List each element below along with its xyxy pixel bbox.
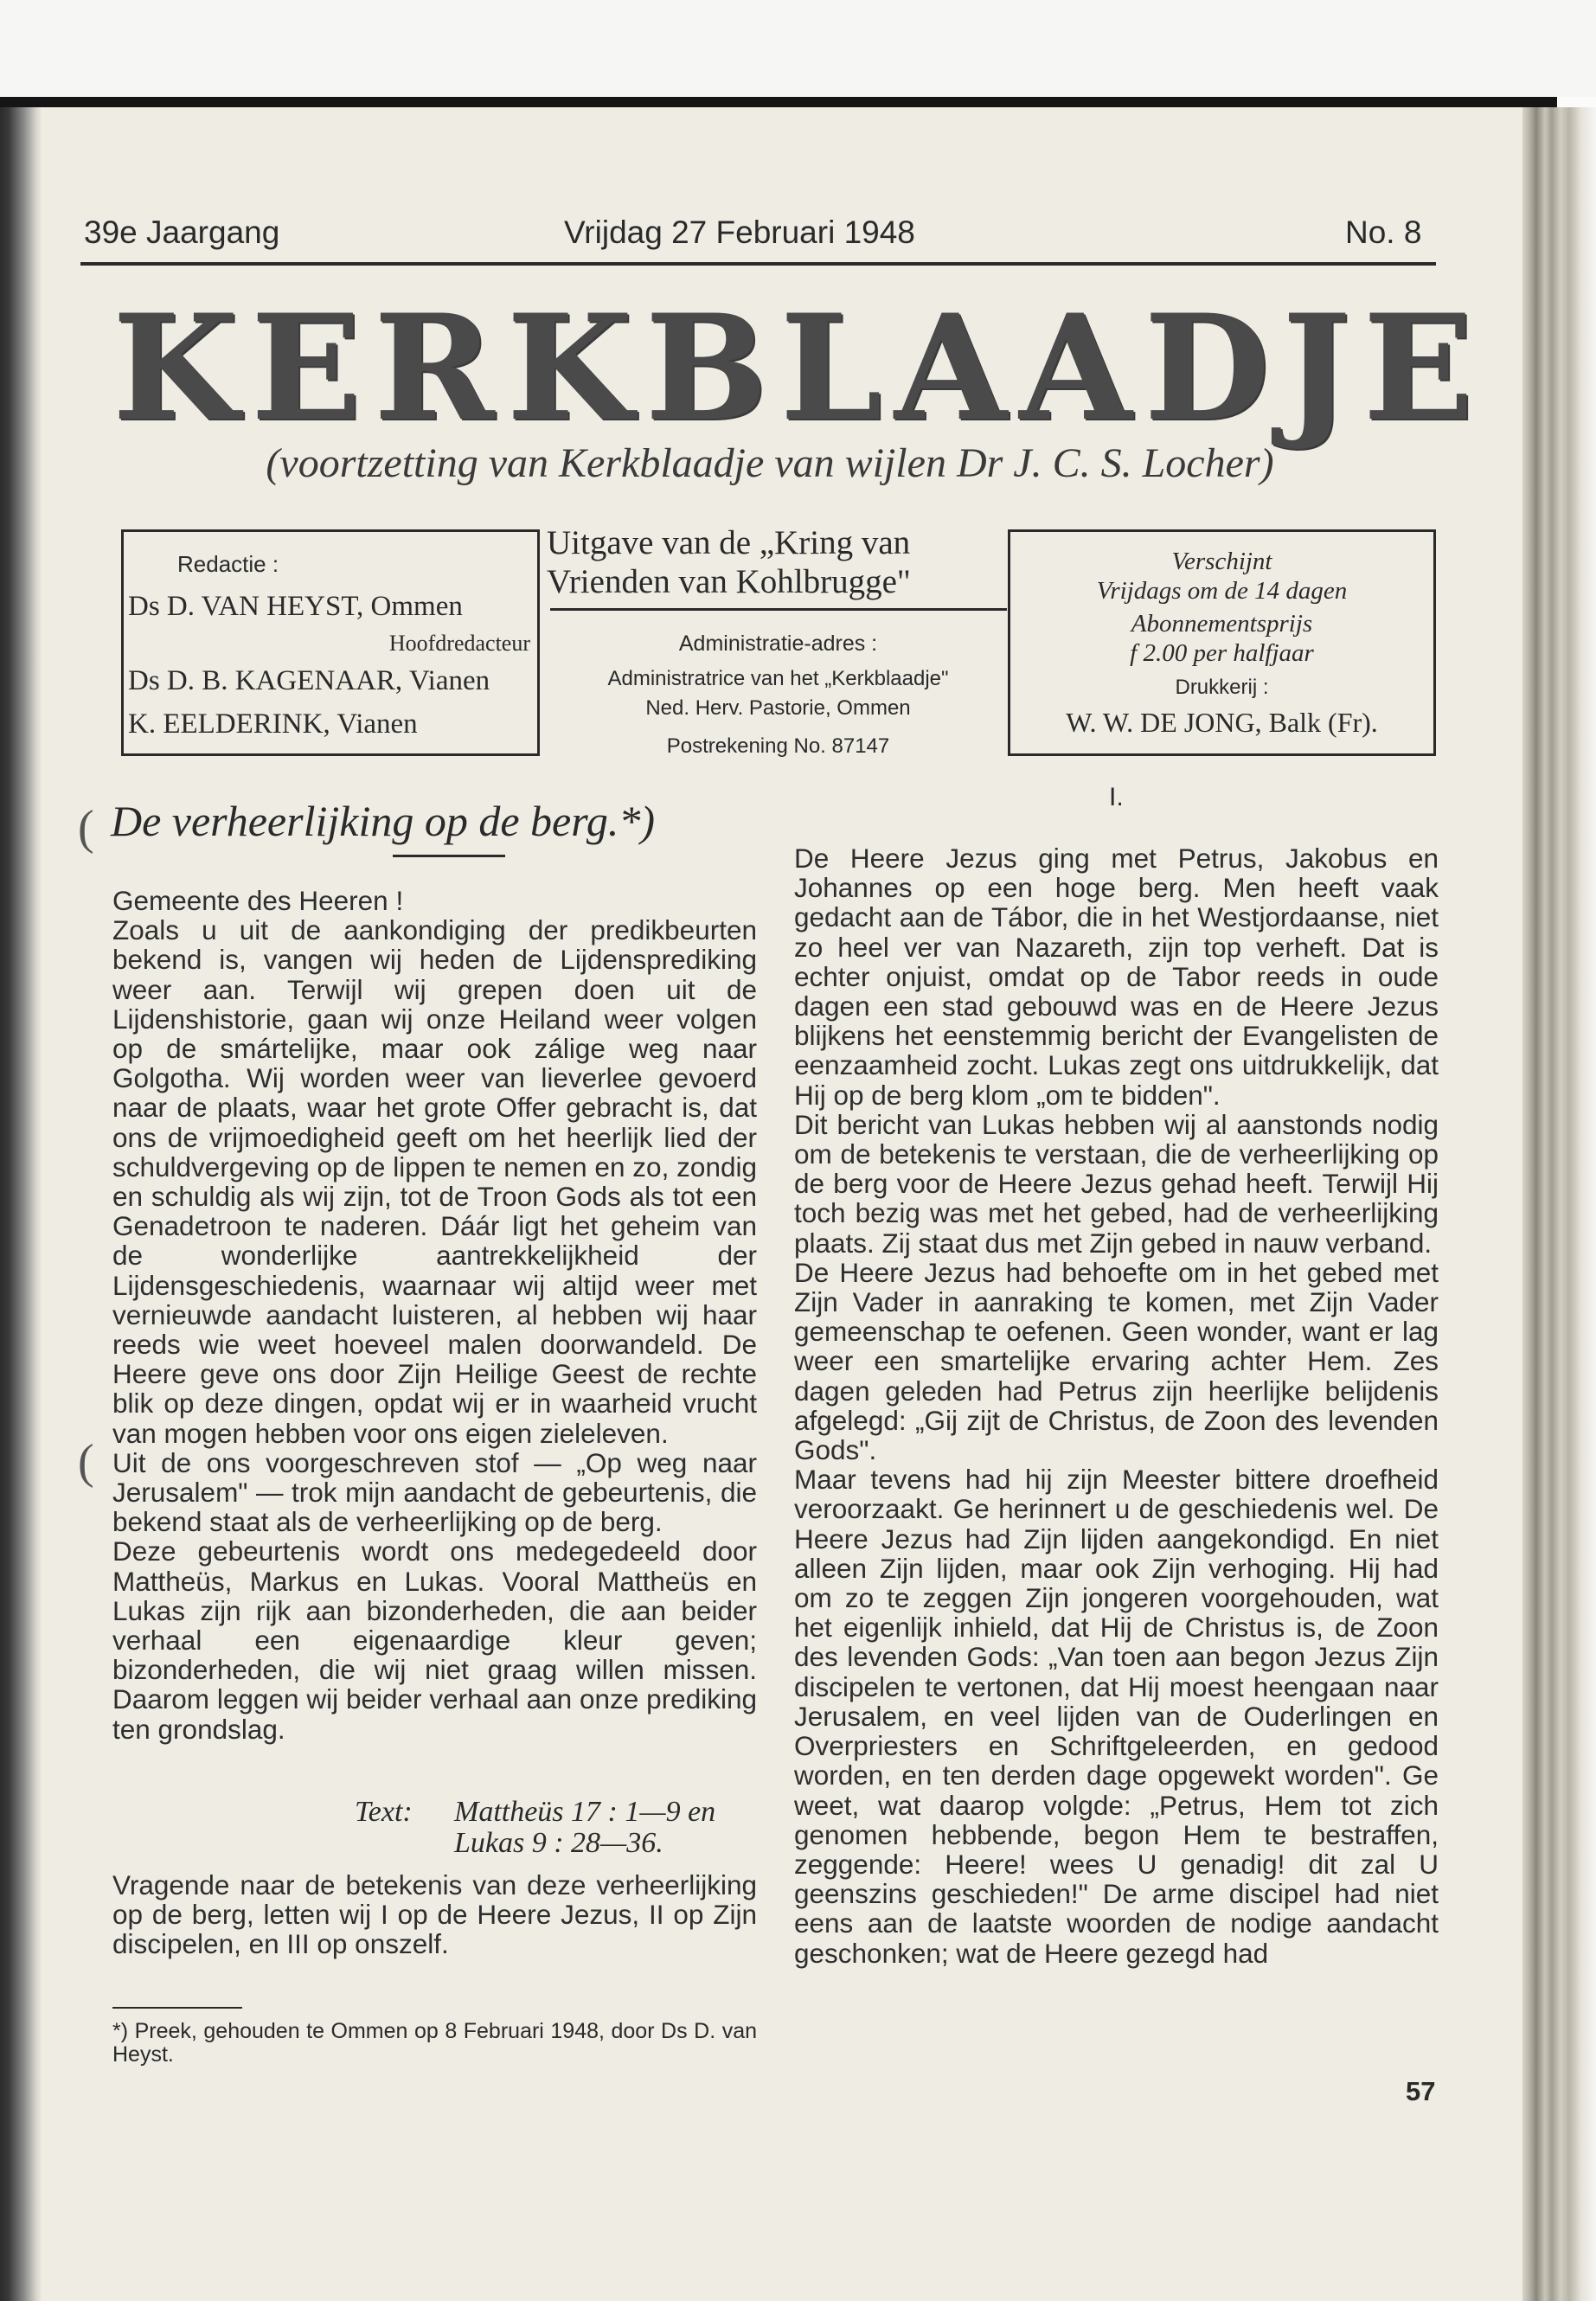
title-underline [393,855,505,857]
section-numeral: I. [1109,783,1124,811]
paragraph: De Heere Jezus had behoefte om in het gebed met Zijn Vader in aanraking te komen, met Zijn Vader gemeenschap te oefenen. Geen wonder, want er lag weer een smartelijke ervaring achter Hem. Zes dagen geleden had Petrus zijn heerlijke belijdenis afgelegd: „Gij zijt de Christus, de Zoon des levenden Gods". [794,1256,1439,1466]
verschijnt-frequency: Vrijdags om de 14 dagen [1096,577,1348,605]
drukkerij-name: W. W. DE JONG, Balk (Fr). [1066,707,1378,738]
article-title: De verheerlijking op de berg.*) [111,797,655,845]
redactie-label: Redactie : [177,551,279,577]
footnote: *) Preek, gehouden te Ommen op 8 Februari 1948, door Ds D. van Heyst. [112,2019,757,2067]
redactie-editor-3: K. EELDERINK, Vianen [128,708,418,740]
text-reference-line-1: Mattheüs 17 : 1—9 en [454,1796,716,1828]
footnote-rule [112,2007,242,2009]
admin-line-2: Ned. Herv. Pastorie, Ommen [645,696,911,720]
issue-date: Vrijdag 27 Februari 1948 [564,215,915,250]
text-reference-line-2: Lukas 9 : 28—36. [454,1827,663,1859]
scan-right-spine [1522,107,1596,2301]
redactie-editor-1-role: Hoofdredacteur [388,631,530,656]
paragraph: Zoals u uit de aankondiging der predikbeurten bekend is, vangen wij heden de Lijdensprediking weer aan. Terwijl wij grepen doen uit de Lijdenshistorie, gaan wij onze Heiland weer volgen op de smártelijke, maar ook zálige weg naar Golgotha. Wij worden weer van lieverlee gevoerd naar de plaats, waar het grote Offer gebracht is, dat ons de vrijmoedigheid geeft om het heerlijk lied der schuldvergeving op de lippen te nemen en zo, zondig en schuldig als wij zijn, tot de Troon Gods als tot een Genadetroon te naderen. Dáár ligt het geheim van de wonderlijke aantrekkelijkheid der Lijdensgeschiedenis, waarnaar wij altijd weer met vernieuwde aandacht luisteren, al hebben wij haar reeds wie weet hoeveel malen doorwandeld. De Heere geve ons door Zijn Heilige Geest de rechte blik op deze dingen, opdat wij er in waarheid vrucht van mogen hebben voor ons eigen zieleleven. [112,914,757,1449]
margin-bracket-mark: ( [78,1435,94,1489]
margin-bracket-mark: ( [78,801,94,855]
paragraph: Uit de ons voorgeschreven stof — „Op weg naar Jerusalem" — trok mijn aandacht de gebeurtenis, die bekend staat als de verheerlijking op de berg. [112,1446,757,1538]
postrekening: Postrekening No. 87147 [666,734,890,758]
paragraph: Deze gebeurtenis wordt ons medegedeeld door Mattheüs, Markus en Lukas. Vooral Mattheüs en Lukas zijn rijk aan bizonderheden, die aan beider verhaal een eigenaardige kleur geven; bizonderheden, die wij niet graag willen missen. Daarom leggen wij beider verhaal aan onze prediking ten grondslag. [112,1535,757,1745]
page-number: 57 [1406,2076,1436,2106]
left-column [112,886,757,1744]
admin-line-1: Administratrice van het „Kerkblaadje" [607,667,949,690]
masthead-subtitle: (voortzetting van Kerkblaadje van wijlen Dr J. C. S. Locher) [266,440,1274,486]
paragraph: De Heere Jezus ging met Petrus, Jakobus en Johannes op een hoge berg. Men heeft vaak gedacht aan de Tábor, die in het Westjordaanse, niet zo heel ver van Nazareth, zijn top verheft. Dat is echter onjuist, omdat op de Tabor reeds in oude dagen een stad gebouwd was en de Heere Jezus blijkens het eenstemmig bericht der Evangelisten de eenzaamheid zocht. Lukas zegt ons uitdrukkelijk, dat Hij op de berg klom „om te bidden". [794,843,1439,1111]
redactie-box [121,529,540,756]
text-reference-label: Text: [355,1796,413,1828]
redactie-editor-2: Ds D. B. KAGENAAR, Vianen [128,665,490,696]
admin-label: Administratie-adres : [678,631,878,656]
scan-top-margin [0,0,1596,97]
closing-paragraph: Vragende naar de betekenis van deze verheerlijking op de berg, letten wij I op de Heere Jezus, II op Zijn discipelen, en III op onszelf. [112,1869,757,1960]
header-rule [80,262,1436,266]
uitgave-rule [550,608,1007,611]
scan-left-binding [0,107,42,2301]
redactie-editor-1: Ds D. VAN HEYST, Ommen [128,591,463,622]
paragraph: Dit bericht van Lukas hebben wij al aanstonds nodig om de betekenis te verstaan, die de verheerlijking op de berg voor de Heere Jezus gehad heeft. Terwijl Hij toch bezig was met het gebed, had de verheerlijking plaats. Zij staat dus met Zijn gebed in nauw verband. [794,1108,1439,1259]
drukkerij-label: Drukkerij : [1175,676,1269,699]
scan-top-edge [0,97,1557,107]
volume-label: 39e Jaargang [84,215,280,250]
paragraph: Gemeente des Heeren ! [112,885,404,916]
verschijnt-label: Verschijnt [1171,548,1272,575]
issue-number: No. 8 [1345,215,1422,250]
uitgave-title-1: Uitgave van de „Kring van [547,524,911,561]
masthead-title: KERKBLAADJE [112,282,1486,453]
paragraph: Maar tevens had hij zijn Meester bittere droefheid veroorzaakt. Ge herinnert u de geschiedenis wel. De Heere Jezus had Zijn lijden aangekondigd. En niet alleen Zijn lijden, maar ook Zijn verhoging. Hij had om zo te zeggen Zijn jongeren voorgehouden, wat het eigenlijk inhield, dat Hij de Christus is, de Zoon des levenden Gods: „Van toen aan begon Jezus Zijn discipelen te vertonen, dat Hij moest heengaan naar Jerusalem, en veel lijden van de Ouderlingen en Overpriesters en Schriftgeleerden, en gedood worden, en ten derden dage opgewekt worden". Ge weet, wat daarop volgde: „Petrus, Hem tot zich genomen hebbende, begon Hem te bestraffen, zeggende: Heere! wees U genadig! dit zal U geenszins geschieden!" De arme discipel had niet eens aan de laatste woorden de nodige aandacht geschonken; wat de Heere gezegd had [794,1464,1439,1969]
right-column [794,843,1439,1968]
uitgave-title-2: Vrienden van Kohlbrugge" [547,563,911,600]
abonnement-price: f 2.00 per halfjaar [1130,639,1314,667]
uitgave-block [547,523,1010,766]
abonnement-label: Abonnementsprijs [1131,610,1313,638]
verschijnt-box [1008,529,1436,756]
